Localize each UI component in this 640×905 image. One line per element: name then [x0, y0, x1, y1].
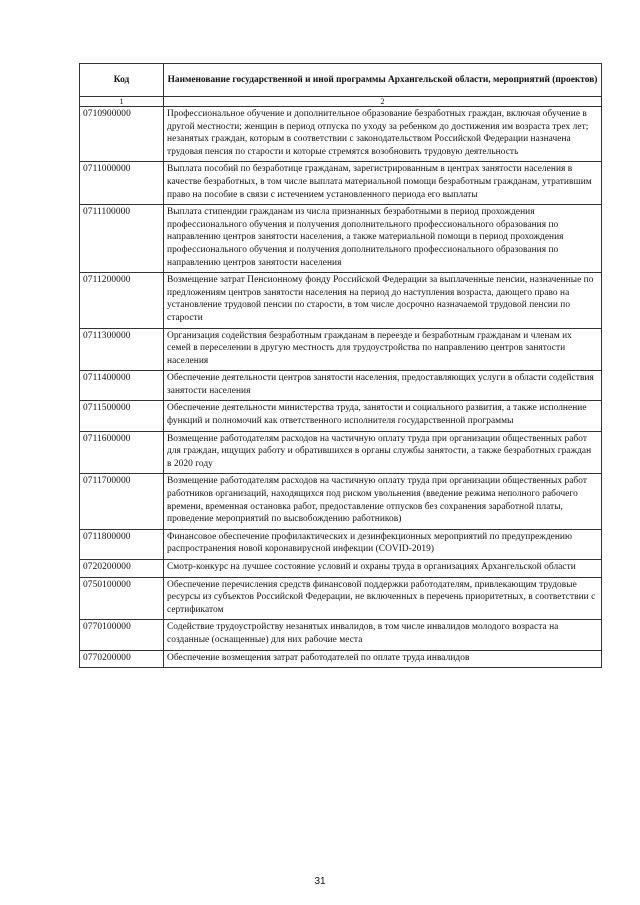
row-code: 0711100000	[80, 205, 164, 273]
row-code: 0711600000	[80, 431, 164, 474]
row-name: Обеспечение деятельности министерства труда, занятости и социального развития, а также исполнение функций и полномочий как ответственного исполнителя государственной программы	[164, 401, 602, 431]
program-codes-table	[79, 63, 602, 668]
row-name: Выплата стипендии гражданам из числа признанных безработными в период прохождения профессионального обучения и получения дополнительного профессионального образования по направлению центров занятости населения, а также материальной помощи в период прохождения профессионального обучения и получения дополнительного профессионального образования по направлению центров занятости населения	[164, 205, 602, 273]
column-number-2: 2	[164, 97, 602, 107]
row-code: 0711700000	[80, 474, 164, 529]
row-code: 0770100000	[80, 620, 164, 650]
page-number: 31	[314, 876, 326, 887]
row-code: 0711200000	[80, 273, 164, 328]
row-code: 0710900000	[80, 107, 164, 162]
table-row	[80, 577, 602, 620]
table-row	[80, 401, 602, 431]
row-code: 0770200000	[80, 650, 164, 668]
table-row	[80, 107, 602, 162]
row-name: Организация содействия безработным гражданам в переезде и безработным гражданам и членам их семей в переселении в другую местность для трудоустройства по направлению центров занятости населения	[164, 328, 602, 371]
row-name: Обеспечение деятельности центров занятости населения, предоставляющих услуги в области содействия занятости населения	[164, 371, 602, 401]
row-name: Обеспечение перечисления средств финансовой поддержки работодателям, привлекающим трудовые ресурсы из субъектов Российской Федерации, не включенных в перечень приоритетных, в соответствии с сертификатом	[164, 577, 602, 620]
row-name: Содействие трудоустройству незанятых инвалидов, в том числе инвалидов молодого возраста на созданные (оснащенные) для них рабочие места	[164, 620, 602, 650]
column-number-1: 1	[80, 97, 164, 107]
row-code: 0711400000	[80, 371, 164, 401]
table-row	[80, 371, 602, 401]
row-code: 0750100000	[80, 577, 164, 620]
row-name: Финансовое обеспечение профилактических и дезинфекционных мероприятий по предупреждению распространения новой коронавирусной инфекции (COVID-2019)	[164, 529, 602, 559]
header-code: Код	[80, 64, 164, 97]
row-name: Смотр-конкурс на лучшее состояние условий и охраны труда в организациях Архангельской области	[164, 560, 602, 578]
row-code: 0711500000	[80, 401, 164, 431]
table-row	[80, 273, 602, 328]
table-row	[80, 162, 602, 205]
row-name: Возмещение работодателям расходов на частичную оплату труда при организации общественных работ для граждан, ищущих работу и обратившихся в органы службы занятости, а также безработных граждан в 2020 году	[164, 431, 602, 474]
row-code: 0711000000	[80, 162, 164, 205]
row-name: Профессиональное обучение и дополнительное образование безработных граждан, включая обучение в другой местности; женщин в период отпуска по уходу за ребенком до достижения им возраста трех лет; незанятых граждан, которым в соответствии с законодательством Российской Федерации назначена трудовая пенсия по старости и которые стремятся возобновить трудовую деятельность	[164, 107, 602, 162]
row-code: 0720200000	[80, 560, 164, 578]
table-row	[80, 205, 602, 273]
table-row	[80, 620, 602, 650]
table-body	[80, 97, 602, 668]
row-code: 0711300000	[80, 328, 164, 371]
row-name: Обеспечение возмещения затрат работодателей по оплате труда инвалидов	[164, 650, 602, 668]
row-code: 0711800000	[80, 529, 164, 559]
table-row	[80, 650, 602, 668]
table-row	[80, 529, 602, 559]
row-name: Возмещение затрат Пенсионному фонду Российской Федерации за выплаченные пенсии, назначенные по предложениям центров занятости населения на период до наступления возраста, дающего право на установление трудовой пенсии по старости, в том числе досрочно назначаемой трудовой пенсии по старости	[164, 273, 602, 328]
table-row	[80, 328, 602, 371]
table-row	[80, 560, 602, 578]
header-name: Наименование государственной и иной программы Архангельской области, мероприятий (проектов)	[164, 64, 602, 97]
row-name: Возмещение работодателям расходов на частичную оплату труда при организации общественных работ работников организаций, находящихся под риском увольнения (введение режима неполного рабочего времени, временная остановка работ, предоставление отпусков без сохранения заработной платы, проведение мероприятий по высвобождению работников)	[164, 474, 602, 529]
column-number-row	[80, 97, 602, 107]
row-name: Выплата пособий по безработице гражданам, зарегистрированным в центрах занятости населения в качестве безработных, в том числе выплата материальной помощи безработным гражданам, утратившим право на пособие в связи с истечением установленного периода его выплаты	[164, 162, 602, 205]
table-header-row	[80, 64, 602, 97]
table-row	[80, 431, 602, 474]
table-row	[80, 474, 602, 529]
